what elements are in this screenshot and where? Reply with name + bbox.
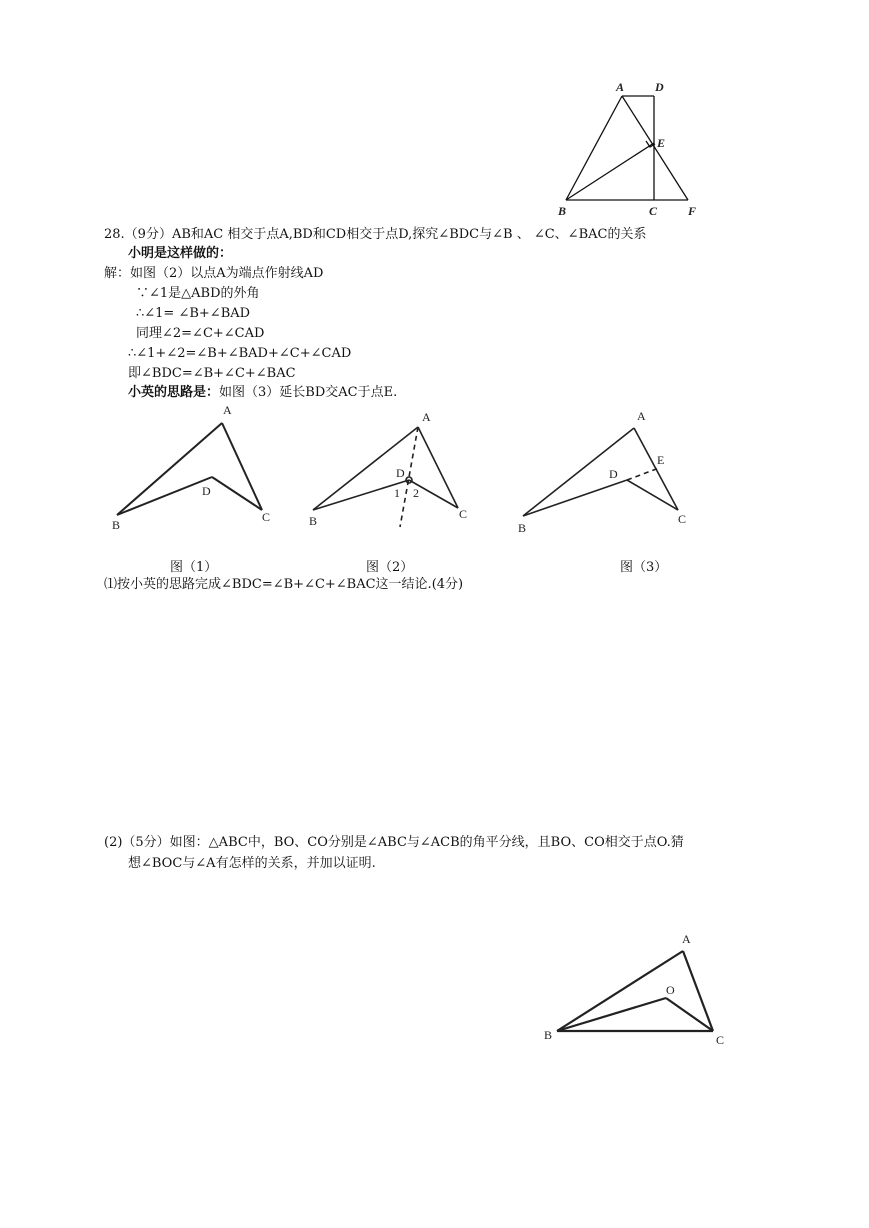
fig3-label-E: E (657, 453, 665, 467)
figure-1-caption: 图（1） (170, 560, 218, 575)
xiaoying-text: 如图（3）延长BD交AC于点E. (219, 385, 398, 400)
solution-line-1: 解：如图（2）以点A为端点作射线AD (104, 266, 324, 281)
fig1-label-D: D (202, 484, 211, 498)
solution-line-5: ∴∠1+∠2=∠B+∠BAD+∠C+∠CAD (128, 346, 352, 361)
xiaoying-heading: 小英的思路是： (128, 385, 220, 400)
bottom-label-O: O (666, 983, 675, 997)
label-D: D (655, 80, 664, 94)
fig2-label-D: D (396, 466, 405, 480)
fig2-label-A: A (422, 410, 431, 424)
solution-line-3: ∴∠1= ∠B+∠BAD (136, 306, 251, 321)
solution-line-2: ∵∠1是△ABD的外角 (136, 286, 260, 301)
figure-2-caption: 图（2） (366, 560, 414, 575)
part2-question-line1: (2)（5分）如图：△ABC中，BO、CO分别是∠ABC与∠ACB的角平分线，且BO、CO相交于点O.猜 (104, 835, 684, 850)
part1-question: ⑴按小英的思路完成∠BDC=∠B+∠C+∠BAC这一结论.(4分) (104, 577, 464, 592)
fig3-label-A: A (637, 409, 646, 423)
fig3-label-D: D (609, 467, 618, 481)
fig2-label-2: 2 (413, 486, 419, 500)
label-C: C (649, 204, 658, 218)
fig3-label-B: B (518, 521, 527, 535)
label-B: B (558, 204, 567, 218)
q28-stem: 28.（9分）AB和AC 相交于点A,BD和CD相交于点D,探究∠BDC与∠B 、 ∠C、∠BAC的关系 (104, 227, 647, 242)
xiaoming-heading: 小明是这样做的： (128, 246, 233, 261)
label-E: E (657, 136, 666, 150)
label-F: F (688, 204, 697, 218)
bottom-label-A: A (682, 932, 691, 946)
fig1-label-A: A (223, 403, 232, 417)
figure-3-caption: 图（3） (620, 560, 668, 575)
fig1-label-B: B (112, 518, 121, 532)
fig3-label-C: C (678, 512, 687, 526)
solution-line-6: 即∠BDC=∠B+∠C+∠BAC (128, 366, 296, 381)
part2-question-line2: 想∠BOC与∠A有怎样的关系，并加以证明. (128, 856, 376, 871)
bottom-label-C: C (716, 1033, 725, 1047)
fig1-label-C: C (262, 510, 271, 524)
solution-line-4: 同理∠2=∠C+∠CAD (136, 326, 265, 341)
bottom-label-B: B (544, 1028, 553, 1042)
fig2-label-B: B (309, 514, 318, 528)
fig2-label-1: 1 (394, 486, 400, 500)
fig2-label-C: C (459, 507, 468, 521)
label-A: A (616, 80, 625, 94)
